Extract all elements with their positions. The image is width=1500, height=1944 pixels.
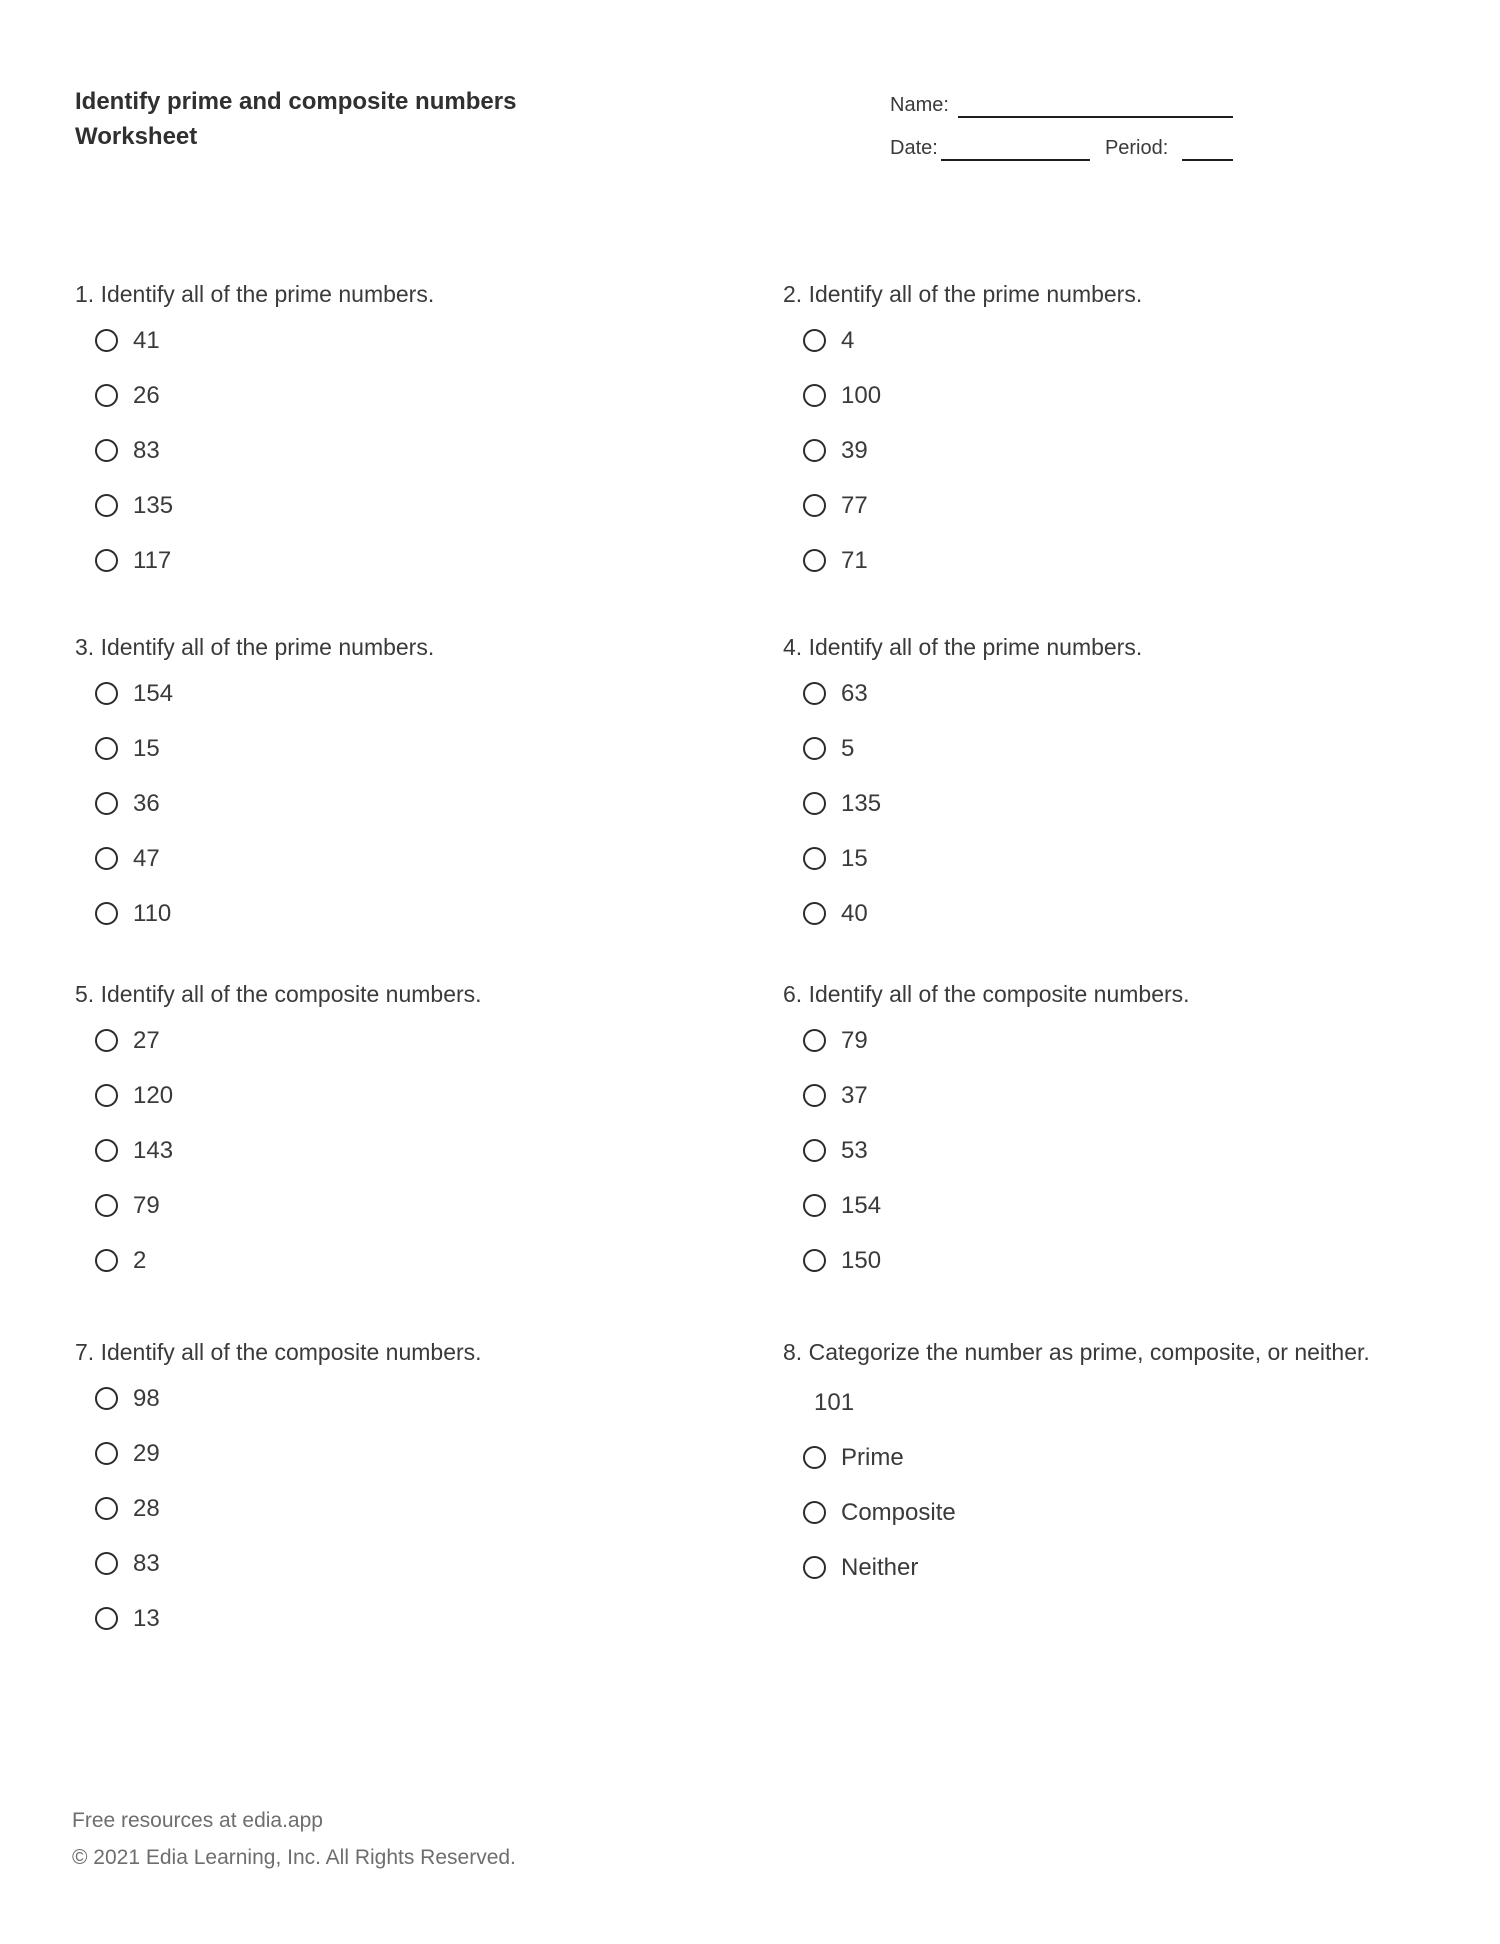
option-label: 47	[133, 844, 160, 872]
radio-button[interactable]	[95, 1387, 118, 1410]
option-row	[783, 776, 1448, 831]
option-row	[75, 423, 740, 478]
question-block-1	[75, 278, 740, 588]
option-label: 79	[841, 1026, 868, 1054]
question-prompt: 1. Identify all of the prime numbers.	[75, 281, 435, 307]
options-list	[75, 666, 740, 941]
radio-button[interactable]	[95, 682, 118, 705]
option-row	[75, 1371, 740, 1426]
option-label: 40	[841, 899, 868, 927]
question-block-4	[783, 631, 1448, 941]
options-list	[75, 1371, 740, 1646]
option-label: 83	[133, 436, 160, 464]
option-row	[783, 1233, 1448, 1288]
options-list	[75, 313, 740, 588]
radio-button[interactable]	[803, 847, 826, 870]
radio-button[interactable]	[803, 1084, 826, 1107]
question-prompt: 8. Categorize the number as prime, composite, or neither.	[783, 1339, 1370, 1365]
option-label: Neither	[841, 1553, 919, 1581]
question-number: 3.	[75, 634, 95, 660]
radio-button[interactable]	[803, 494, 826, 517]
radio-button[interactable]	[803, 1029, 826, 1052]
option-label: 79	[133, 1191, 160, 1219]
radio-button[interactable]	[95, 1249, 118, 1272]
given-number: 101	[814, 1389, 855, 1416]
option-label: 98	[133, 1384, 160, 1412]
option-row	[75, 1481, 740, 1536]
option-row	[75, 721, 740, 776]
question-number: 8.	[783, 1339, 803, 1365]
question-prompt: 4. Identify all of the prime numbers.	[783, 634, 1143, 660]
name-label: Name:	[890, 94, 949, 116]
radio-button[interactable]	[803, 737, 826, 760]
option-label: 28	[133, 1494, 160, 1522]
option-row	[783, 1123, 1448, 1178]
question-number: 6.	[783, 981, 803, 1007]
option-label: 29	[133, 1439, 160, 1467]
radio-button[interactable]	[95, 1194, 118, 1217]
radio-button[interactable]	[95, 1497, 118, 1520]
option-row	[783, 1068, 1448, 1123]
radio-button[interactable]	[95, 737, 118, 760]
option-label: 117	[133, 546, 172, 574]
radio-button[interactable]	[95, 439, 118, 462]
radio-button[interactable]	[95, 549, 118, 572]
question-block-5	[75, 978, 740, 1288]
radio-button[interactable]	[803, 1501, 826, 1524]
option-label: 5	[841, 734, 855, 762]
option-label: 2	[133, 1246, 147, 1274]
radio-button[interactable]	[95, 902, 118, 925]
option-row	[783, 1540, 1448, 1595]
question-number: 4.	[783, 634, 803, 660]
question-prompt: 7. Identify all of the composite numbers.	[75, 1339, 482, 1365]
name-write-line	[958, 98, 1233, 118]
option-label: 71	[841, 546, 868, 574]
option-label: 83	[133, 1549, 160, 1577]
radio-button[interactable]	[95, 1139, 118, 1162]
radio-button[interactable]	[95, 1442, 118, 1465]
option-row	[75, 1013, 740, 1068]
option-row	[75, 886, 740, 941]
radio-button[interactable]	[803, 549, 826, 572]
question-prompt: 5. Identify all of the composite numbers.	[75, 981, 482, 1007]
radio-button[interactable]	[803, 439, 826, 462]
question-number: 2.	[783, 281, 803, 307]
radio-button[interactable]	[95, 494, 118, 517]
option-row	[783, 721, 1448, 776]
option-label: 53	[841, 1136, 868, 1164]
radio-button[interactable]	[95, 329, 118, 352]
question-number: 7.	[75, 1339, 95, 1365]
radio-button[interactable]	[803, 329, 826, 352]
option-row	[783, 886, 1448, 941]
option-row	[75, 1591, 740, 1646]
question-block-7	[75, 1336, 740, 1646]
radio-button[interactable]	[95, 1084, 118, 1107]
option-label: 15	[133, 734, 160, 762]
option-row	[75, 1426, 740, 1481]
page-footer	[72, 1802, 516, 1876]
question-block-8	[783, 1336, 1448, 1595]
period-write-line	[1182, 141, 1233, 161]
option-row	[783, 1430, 1448, 1485]
option-label: 110	[133, 899, 172, 927]
question-prompt: 2. Identify all of the prime numbers.	[783, 281, 1143, 307]
option-row	[75, 1123, 740, 1178]
radio-button[interactable]	[95, 1029, 118, 1052]
question-prompt: 6. Identify all of the composite numbers.	[783, 981, 1190, 1007]
option-row	[75, 1068, 740, 1123]
radio-button[interactable]	[803, 1249, 826, 1272]
option-label: 36	[133, 789, 160, 817]
option-row	[783, 533, 1448, 588]
footer-resources-text: Free resources at edia.app	[72, 1809, 323, 1832]
option-label: 63	[841, 679, 868, 707]
option-row	[783, 666, 1448, 721]
date-label: Date:	[890, 137, 938, 159]
option-label: 150	[841, 1246, 882, 1274]
option-label: 39	[841, 436, 868, 464]
name-field-row	[890, 94, 1233, 118]
question-prompt: 3. Identify all of the prime numbers.	[75, 634, 435, 660]
radio-button[interactable]	[803, 1556, 826, 1579]
period-label: Period:	[1104, 137, 1169, 159]
option-label: 4	[841, 326, 855, 354]
option-label: Prime	[841, 1443, 904, 1471]
worksheet-title-line1: Identify prime and composite numbers	[75, 88, 517, 115]
option-row	[783, 313, 1448, 368]
date-period-field-row	[890, 137, 1233, 161]
option-row	[75, 666, 740, 721]
worksheet-title	[75, 84, 516, 154]
option-row	[783, 478, 1448, 533]
radio-button[interactable]	[95, 1552, 118, 1575]
radio-button[interactable]	[95, 847, 118, 870]
option-label: 100	[841, 381, 882, 409]
radio-button[interactable]	[803, 1446, 826, 1469]
option-label: 135	[133, 491, 174, 519]
option-row	[75, 368, 740, 423]
options-list	[75, 1013, 740, 1288]
radio-button[interactable]	[803, 902, 826, 925]
option-label: 27	[133, 1026, 160, 1054]
option-row	[75, 478, 740, 533]
student-info-fields	[890, 94, 1233, 161]
options-list	[783, 313, 1448, 588]
option-row	[75, 1536, 740, 1591]
radio-button[interactable]	[803, 384, 826, 407]
question-block-6	[783, 978, 1448, 1288]
option-row	[75, 1178, 740, 1233]
radio-button[interactable]	[803, 1139, 826, 1162]
date-write-line	[941, 141, 1090, 161]
option-label: 154	[133, 679, 174, 707]
option-label: 13	[133, 1604, 160, 1632]
radio-button[interactable]	[803, 682, 826, 705]
option-label: 77	[841, 491, 868, 519]
worksheet-title-line2: Worksheet	[75, 123, 198, 150]
radio-button[interactable]	[95, 384, 118, 407]
option-row	[783, 423, 1448, 478]
footer-copyright-text: © 2021 Edia Learning, Inc. All Rights Reserved.	[72, 1846, 516, 1869]
option-row	[783, 1178, 1448, 1233]
options-list	[783, 1430, 1448, 1595]
option-label: Composite	[841, 1498, 956, 1526]
question-block-2	[783, 278, 1448, 588]
option-label: 143	[133, 1136, 174, 1164]
options-list	[783, 1013, 1448, 1288]
option-row	[75, 831, 740, 886]
option-label: 37	[841, 1081, 868, 1109]
option-label: 26	[133, 381, 160, 409]
option-row	[783, 1013, 1448, 1068]
option-row	[75, 533, 740, 588]
option-label: 41	[133, 326, 160, 354]
radio-button[interactable]	[803, 1194, 826, 1217]
option-label: 135	[841, 789, 882, 817]
option-row	[783, 1485, 1448, 1540]
option-label: 15	[841, 844, 868, 872]
radio-button[interactable]	[95, 792, 118, 815]
option-row	[75, 313, 740, 368]
option-row	[75, 776, 740, 831]
option-label: 120	[133, 1081, 174, 1109]
option-row	[783, 831, 1448, 886]
question-number: 5.	[75, 981, 95, 1007]
option-row	[783, 368, 1448, 423]
question-block-3	[75, 631, 740, 941]
option-label: 154	[841, 1191, 882, 1219]
options-list	[783, 666, 1448, 941]
radio-button[interactable]	[803, 792, 826, 815]
question-number: 1.	[75, 281, 95, 307]
radio-button[interactable]	[95, 1607, 118, 1630]
option-row	[75, 1233, 740, 1288]
